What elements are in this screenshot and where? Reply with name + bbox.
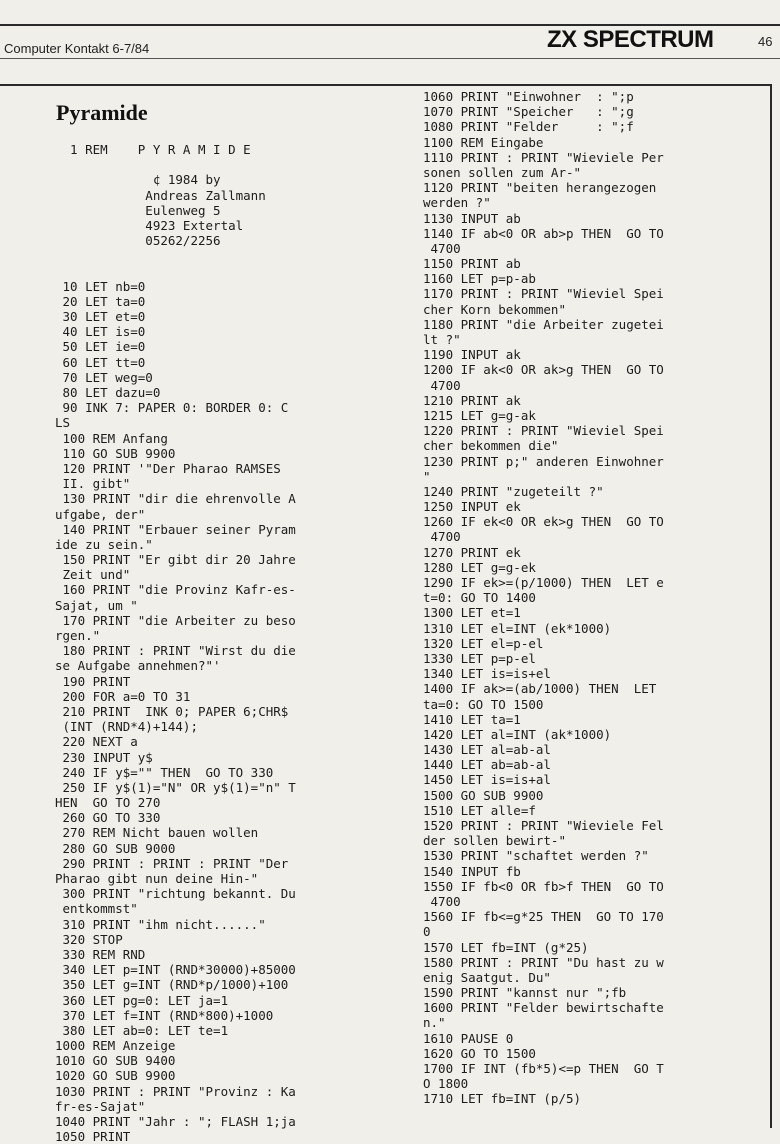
listing-column-right (423, 89, 664, 1107)
code-line: ta=0: GO TO 1500 (423, 696, 544, 712)
code-line: 1020 GO SUB 9900 (55, 1068, 176, 1084)
code-line: 1420 LET al=INT (ak*1000) (423, 726, 612, 742)
code-line: LS (55, 415, 71, 431)
code-line: 1180 PRINT "die Arbeiter zugetei (423, 316, 664, 332)
code-line: rgen." (55, 628, 101, 643)
code-line: 1010 GO SUB 9400 (55, 1053, 176, 1069)
code-line: ¢ 1984 by (55, 172, 221, 188)
code-line: 70 LET weg=0 (55, 369, 153, 385)
code-line: 1620 GO TO 1500 (423, 1045, 536, 1061)
code-line: 1710 LET fb=INT (p/5) (423, 1091, 582, 1107)
code-line: 1580 PRINT : PRINT "Du hast zu w (423, 954, 664, 970)
code-line: 300 PRINT "richtung bekannt. Du (55, 886, 296, 902)
section-title: ZX SPECTRUM (547, 26, 714, 53)
code-line: 1510 LET alle=f (423, 802, 536, 818)
code-line: 320 STOP (55, 931, 123, 947)
code-line: 90 INK 7: PAPER 0: BORDER 0: C (55, 400, 289, 416)
code-line: HEN GO TO 270 (55, 795, 161, 811)
code-line: 1500 GO SUB 9900 (423, 787, 544, 803)
code-line: 1260 IF ek<0 OR ek>g THEN GO TO (423, 514, 664, 530)
code-line: 170 PRINT "die Arbeiter zu beso (55, 612, 296, 628)
code-line: 220 NEXT a (55, 734, 138, 750)
code-line: 1240 PRINT "zugeteilt ?" (423, 483, 604, 499)
code-line: 380 LET ab=0: LET te=1 (55, 1022, 229, 1038)
code-line: 1080 PRINT "Felder : ";f (423, 119, 634, 135)
code-line: 360 LET pg=0: LET ja=1 (55, 992, 229, 1008)
code-line: enig Saatgut. Du" (423, 969, 551, 985)
code-line: 10 LET nb=0 (55, 278, 146, 294)
code-line: 310 PRINT "ihm nicht......" (55, 916, 266, 932)
code-line: cher bekommen die" (423, 438, 559, 454)
code-line: 1100 REM Eingabe (423, 134, 544, 150)
code-line: Andreas Zallmann (55, 187, 266, 203)
code-line: 30 LET et=0 (55, 309, 146, 325)
code-line: 1140 IF ab<0 OR ab>p THEN GO TO (423, 225, 664, 241)
code-line: entkommst" (55, 901, 138, 917)
code-line: 130 PRINT "dir die ehrenvolle A (55, 491, 296, 507)
article-title: Pyramide (56, 100, 148, 125)
code-line: ide zu sein." (55, 536, 153, 552)
code-line: 4923 Extertal (55, 217, 244, 233)
listing-column-left (55, 142, 296, 1144)
code-line: t=0: GO TO 1400 (423, 590, 536, 606)
code-line: 4700 (423, 240, 461, 256)
code-line: 1150 PRINT ab (423, 256, 521, 272)
code-line: 1160 LET p=p-ab (423, 271, 536, 287)
code-line (55, 248, 296, 263)
code-line: 1410 LET ta=1 (423, 711, 521, 727)
code-line: 240 IF y$="" THEN GO TO 330 (55, 764, 274, 780)
code-line: 270 REM Nicht bauen wollen (55, 825, 259, 841)
code-line: 1 REM P Y R A M I D E (55, 142, 251, 157)
code-line: 290 PRINT : PRINT : PRINT "Der (55, 855, 289, 871)
code-line: 50 LET ie=0 (55, 339, 146, 355)
code-line: 1560 IF fb<=g*25 THEN GO TO 170 (423, 909, 664, 925)
code-line: se Aufgabe annehmen?"' (55, 658, 221, 674)
code-line: Pharao gibt nun deine Hin-" (55, 871, 259, 886)
code-line: 40 LET is=0 (55, 324, 146, 340)
code-line: 1530 PRINT "schaftet werden ?" (423, 848, 649, 864)
code-line: 210 PRINT INK 0; PAPER 6;CHR$ (55, 703, 289, 719)
code-line: 1610 PAUSE 0 (423, 1030, 514, 1046)
code-line: 1000 REM Anzeige (55, 1038, 176, 1054)
code-line: 1130 INPUT ab (423, 210, 521, 226)
code-line: cher Korn bekommen" (423, 301, 566, 317)
code-line: 340 LET p=INT (RND*30000)+85000 (55, 962, 296, 978)
code-line: 1270 PRINT ek (423, 544, 521, 560)
code-line: 1190 INPUT ak (423, 347, 521, 363)
code-line: 260 GO TO 330 (55, 810, 161, 826)
code-line: werden ?" (423, 195, 491, 211)
code-line: 250 IF y$(1)="N" OR y$(1)="n" T (55, 779, 296, 795)
code-line: 1210 PRINT ak (423, 392, 521, 408)
code-line: 1290 IF ek>=(p/1000) THEN LET e (423, 575, 664, 590)
code-line: 160 PRINT "die Provinz Kafr-es- (55, 582, 296, 598)
code-line: 280 GO SUB 9000 (55, 840, 176, 856)
code-line: Sajat, um " (55, 597, 138, 613)
code-line: 1250 INPUT ek (423, 499, 521, 515)
code-line: 150 PRINT "Er gibt dir 20 Jahre (55, 552, 296, 568)
code-line: 1450 LET is=is+al (423, 772, 551, 788)
code-line: 190 PRINT (55, 673, 131, 689)
code-line: II. gibt" (55, 476, 131, 492)
code-line: O 1800 (423, 1076, 469, 1092)
code-line: 20 LET ta=0 (55, 293, 146, 309)
page-number: 46 (758, 34, 773, 49)
code-line: 1110 PRINT : PRINT "Wieviele Per (423, 149, 664, 165)
code-line: 1400 IF ak>=(ab/1000) THEN LET (423, 681, 657, 697)
code-line: Eulenweg 5 (55, 202, 221, 218)
code-line: 0 (423, 924, 431, 940)
code-line: 1310 LET el=INT (ek*1000) (423, 620, 612, 636)
code-line: 1170 PRINT : PRINT "Wieviel Spei (423, 286, 664, 302)
code-line: (INT (RND*4)+144); (55, 719, 198, 735)
code-line: 1215 LET g=g-ak (423, 407, 536, 423)
code-line: 1550 IF fb<0 OR fb>f THEN GO TO (423, 878, 664, 894)
code-line: 230 INPUT y$ (55, 749, 153, 765)
code-line: 1030 PRINT : PRINT "Provinz : Ka (55, 1083, 296, 1099)
code-line: 1060 PRINT "Einwohner : ";p (423, 89, 634, 104)
code-line: 1300 LET et=1 (423, 605, 521, 621)
code-line: sonen sollen zum Ar-" (423, 164, 582, 180)
code-line: 1520 PRINT : PRINT "Wieviele Fel (423, 818, 664, 833)
code-line: 140 PRINT "Erbauer seiner Pyram (55, 521, 296, 537)
code-line: 1280 LET g=g-ek (423, 559, 536, 575)
code-line: 1070 PRINT "Speicher : ";g (423, 104, 634, 120)
code-line: 1340 LET is=is+el (423, 666, 551, 682)
code-line: 1570 LET fb=INT (g*25) (423, 939, 589, 955)
code-line: 1040 PRINT "Jahr : "; FLASH 1;ja (55, 1114, 296, 1129)
code-line: 350 LET g=INT (RND*p/1000)+100 (55, 977, 289, 993)
publication-label: Computer Kontakt 6-7/84 (4, 41, 150, 56)
header-bottom-rule (0, 58, 780, 59)
code-line: n." (423, 1015, 446, 1031)
code-line: 1700 IF INT (fb*5)<=p THEN GO T (423, 1061, 664, 1076)
code-line: 80 LET dazu=0 (55, 385, 161, 400)
code-line: 1540 INPUT fb (423, 863, 521, 879)
code-line: 100 REM Anfang (55, 430, 168, 446)
code-line: 370 LET f=INT (RND*800)+1000 (55, 1007, 274, 1023)
code-line: 180 PRINT : PRINT "Wirst du die (55, 643, 296, 659)
code-line: Zeit und" (55, 567, 131, 583)
code-line: 120 PRINT '"Der Pharao RAMSES (55, 460, 281, 476)
code-line: 4700 (423, 893, 461, 909)
code-line: 1590 PRINT "kannst nur ";fb (423, 985, 627, 1001)
code-line: fr-es-Sajat" (55, 1098, 146, 1114)
code-line: 1230 PRINT p;" anderen Einwohner (423, 453, 664, 469)
code-line: 1120 PRINT "beiten herangezogen (423, 180, 657, 196)
code-line: 1600 PRINT "Felder bewirtschafte (423, 1000, 664, 1016)
code-line: der sollen bewirt-" (423, 833, 566, 849)
code-line: 1430 LET al=ab-al (423, 742, 551, 758)
code-line: 4700 (423, 377, 461, 393)
code-line: ufgabe, der" (55, 506, 146, 522)
code-line: 1220 PRINT : PRINT "Wieviel Spei (423, 423, 664, 439)
code-line: 60 LET tt=0 (55, 354, 146, 370)
code-line: 4700 (423, 529, 461, 545)
code-line: 1050 PRINT (55, 1129, 131, 1144)
code-line (55, 264, 296, 279)
code-line: 330 REM RND (55, 946, 146, 962)
code-line: " (423, 468, 431, 484)
code-line (55, 157, 296, 172)
code-line: 1200 IF ak<0 OR ak>g THEN GO TO (423, 362, 664, 378)
code-line: 200 FOR a=0 TO 31 (55, 688, 191, 704)
code-line: 05262/2256 (55, 233, 221, 249)
code-line: 1320 LET el=p-el (423, 635, 544, 651)
code-line: 110 GO SUB 9900 (55, 445, 176, 461)
code-line: 1440 LET ab=ab-al (423, 757, 551, 773)
code-line: lt ?" (423, 332, 461, 347)
code-line: 1330 LET p=p-el (423, 650, 536, 666)
